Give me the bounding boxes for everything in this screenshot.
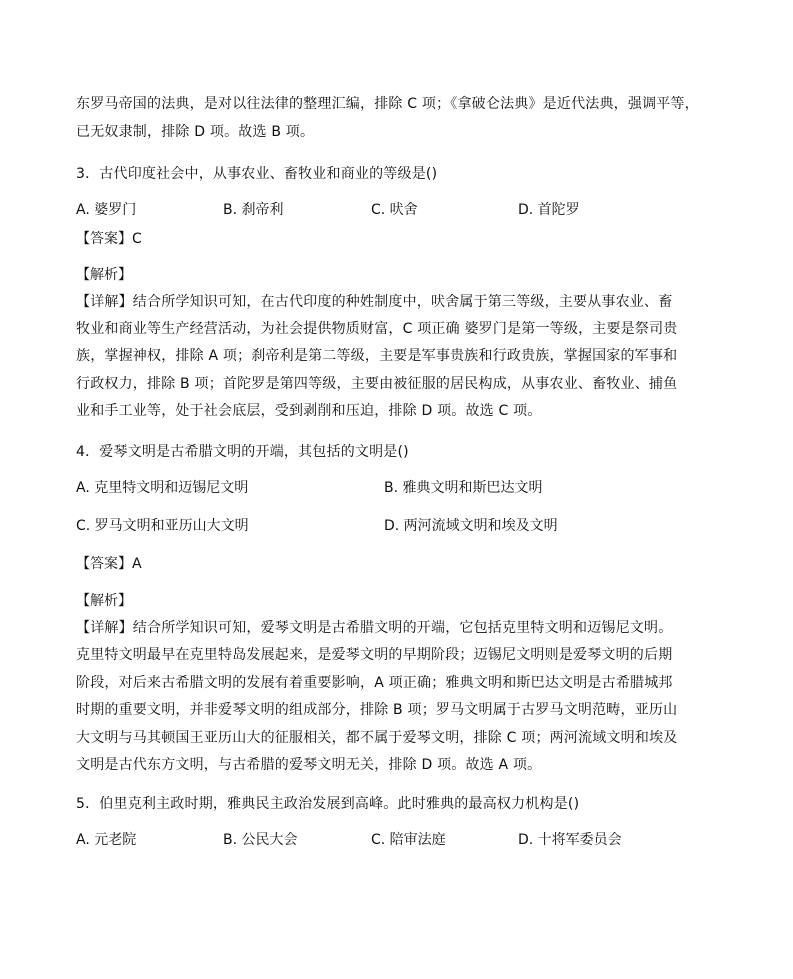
question-3-option-d: D. 首陀罗 (518, 202, 580, 218)
question-4-explanation-line-5: 大文明与马其顿国王亚历山大的征服相关，都不属于爱琴文明，排除 C 项；两河流域文明和埃及 (76, 730, 678, 746)
question-3-explanation-line-4: 行政权力，排除 B 项；首陀罗是第四等级，主要由被征服的居民构成，从事农业、畜牧业、捕鱼 (76, 376, 678, 392)
question-3-explanation-line-5: 业和手工业等，处于社会底层，受到剥削和压迫，排除 D 项。故选 C 项。 (76, 403, 542, 419)
question-3-stem: 3．古代印度社会中，从事农业、畜牧业和商业的等级是() (76, 166, 438, 182)
question-5-option-d: D. 十将军委员会 (518, 832, 622, 848)
question-3-explanation-line-1: 【详解】结合所学知识可知，在古代印度的种姓制度中，吠舍属于第三等级，主要从事农业、畜 (76, 294, 673, 310)
question-3-explanation-line-2: 牧业和商业等生产经营活动，为社会提供物质财富，C 项正确 婆罗门是第一等级，主要是祭司贵 (76, 321, 678, 337)
question-3-option-b: B. 刹帝利 (223, 202, 284, 218)
question-4-option-c: C. 罗马文明和亚历山大文明 (76, 518, 249, 534)
question-4-analysis-label: 【解析】 (76, 593, 132, 609)
question-4-answer: 【答案】A (76, 556, 142, 572)
question-3-answer: 【答案】C (76, 231, 142, 247)
question-3-analysis-label: 【解析】 (76, 267, 132, 283)
question-5-option-a: A. 元老院 (76, 832, 137, 848)
question-5-option-b: B. 公民大会 (223, 832, 298, 848)
prev-explanation-line-2: 已无奴隶制，排除 D 项。故选 B 项。 (76, 124, 315, 140)
question-4-option-b: B. 雅典文明和斯巴达文明 (384, 480, 543, 496)
question-4-explanation-line-4: 时期的重要文明，并非爱琴文明的组成部分，排除 B 项；罗马文明属于古罗马文明范畴，亚历山 (76, 702, 678, 718)
question-4-explanation-line-3: 阶段，对后来古希腊文明的发展有着重要影响，A 项正确；雅典文明和斯巴达文明是古希腊城邦 (76, 675, 673, 691)
question-4-stem: 4．爱琴文明是古希腊文明的开端，其包括的文明是() (76, 444, 409, 460)
question-4-explanation-line-6: 文明是古代东方文明，与古希腊的爱琴文明无关，排除 D 项。故选 A 项。 (76, 757, 542, 773)
question-5-option-c: C. 陪审法庭 (371, 832, 446, 848)
question-5-stem: 5．伯里克利主政时期，雅典民主政治发展到高峰。此时雅典的最高权力机构是() (76, 796, 580, 812)
prev-explanation-line-1: 东罗马帝国的法典，是对以往法律的整理汇编，排除 C 项；《拿破仑法典》是近代法典，强调平等， (76, 96, 699, 112)
question-3-option-c: C. 吠舍 (371, 202, 418, 218)
question-3-explanation-line-3: 族，掌握神权，排除 A 项；刹帝利是第二等级，主要是军事贵族和行政贵族，掌握国家的军事和 (76, 348, 678, 364)
question-4-option-a: A. 克里特文明和迈锡尼文明 (76, 480, 249, 496)
question-4-explanation-line-1: 【详解】结合所学知识可知，爱琴文明是古希腊文明的开端，它包括克里特文明和迈锡尼文明。 (76, 620, 673, 636)
question-3-option-a: A. 婆罗门 (76, 202, 137, 218)
question-4-option-d: D. 两河流域文明和埃及文明 (384, 518, 558, 534)
question-4-explanation-line-2: 克里特文明最早在克里特岛发展起来，是爱琴文明的早期阶段；迈锡尼文明则是爱琴文明的后期 (76, 647, 673, 663)
